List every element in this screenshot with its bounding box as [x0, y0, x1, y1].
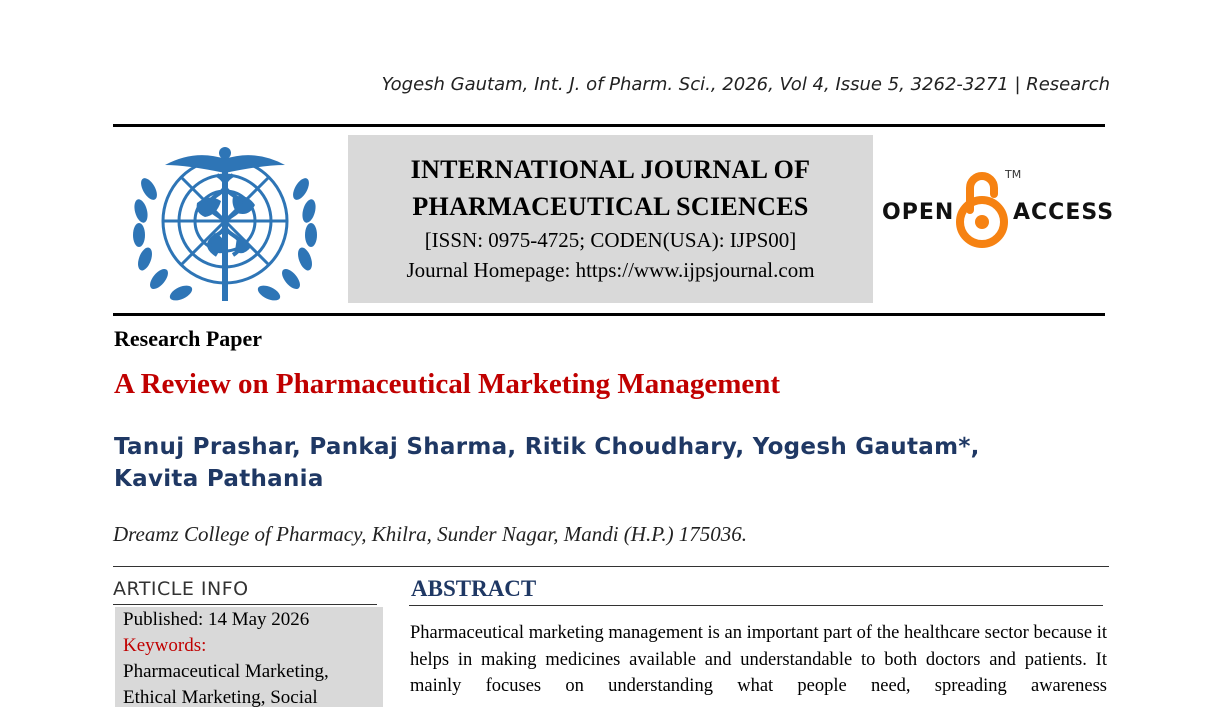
header-rule-bottom	[113, 313, 1105, 316]
abstract-rule	[409, 605, 1103, 606]
article-info-panel	[115, 607, 383, 707]
article-info-rule	[113, 604, 377, 605]
header-rule-top	[113, 124, 1105, 127]
running-header: Yogesh Gautam, Int. J. of Pharm. Sci., 2026, Vol 4, Issue 5, 3262-3271 | Research	[381, 74, 1110, 95]
abstract-heading: ABSTRACT	[411, 576, 537, 601]
keywords-line-2: Ethical Marketing, Social	[123, 687, 318, 708]
journal-title-line1: INTERNATIONAL JOURNAL OF	[410, 155, 811, 184]
keywords-line-1: Pharmaceutical Marketing,	[123, 661, 329, 682]
section-divider	[113, 566, 1109, 567]
keywords-label: Keywords:	[123, 635, 207, 656]
open-access-open-text: OPEN	[882, 200, 955, 225]
open-access-trademark: TM	[1005, 168, 1022, 181]
un-emblem-caduceus-icon	[127, 141, 323, 305]
journal-masthead	[348, 135, 873, 303]
paper-title: A Review on Pharmaceutical Marketing Management	[114, 368, 781, 400]
open-access-badge	[880, 166, 1115, 252]
journal-issn: [ISSN: 0975-4725; CODEN(USA): IJPS00]	[424, 228, 797, 252]
article-info-heading: ARTICLE INFO	[113, 578, 249, 600]
open-access-lock-icon	[956, 166, 1008, 252]
paper-affiliation: Dreamz College of Pharmacy, Khilra, Sunder Nagar, Mandi (H.P.) 175036.	[113, 522, 748, 546]
journal-title-line2: PHARMACEUTICAL SCIENCES	[412, 192, 809, 221]
abstract-text: Pharmaceutical marketing management is an important part of the healthcare sector because it helps in making medicines available and understandable to both doctors and patients. It mainly focuses on understanding what people need, spreading awareness	[410, 623, 1107, 696]
paper-type: Research Paper	[114, 326, 263, 351]
journal-homepage[interactable]: Journal Homepage: https://www.ijpsjournal.com	[406, 258, 815, 282]
paper-authors: Tanuj Prashar, Pankaj Sharma, Ritik Choudhary, Yogesh Gautam*, Kavita Pathania	[114, 434, 980, 492]
published-date: Published: 14 May 2026	[123, 609, 310, 630]
open-access-access-text: ACCESS	[1013, 200, 1115, 225]
